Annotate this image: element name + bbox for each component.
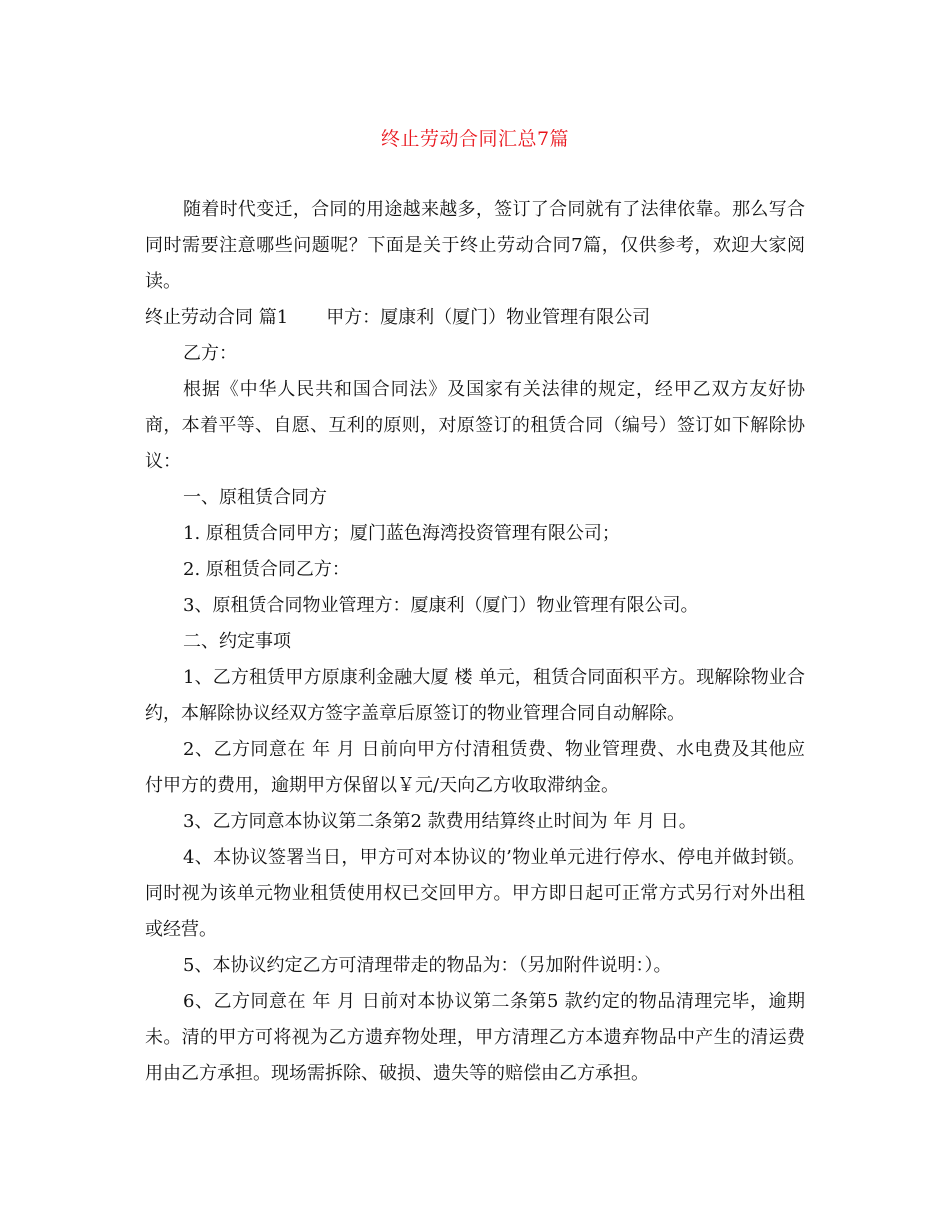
part1-item-3: 3、原租赁合同物业管理方：厦康利（厦门）物业管理有限公司。 <box>183 595 699 616</box>
document-body <box>145 192 805 1092</box>
section-heading-line <box>145 300 805 336</box>
part2-title: 二、约定事项 <box>183 631 291 652</box>
clause-2: 2、乙方同意在 年 月 日前向甲方付清租赁费、物业管理费、水电费及其他应付甲方的费用，逾期甲方保留以￥元/天向乙方收取滞纳金。 <box>145 739 805 796</box>
part1-item-2: 2. 原租赁合同乙方： <box>183 559 350 580</box>
section-heading: 终止劳动合同 篇1 <box>145 307 289 328</box>
clause-5: 5、本协议约定乙方可清理带走的物品为：（另加附件说明：）。 <box>183 955 672 976</box>
party-a-line: 甲方：厦康利（厦门）物业管理有限公司 <box>326 307 651 328</box>
part1-title: 一、原租赁合同方 <box>183 487 327 508</box>
party-b-line: 乙方： <box>183 343 237 364</box>
intro-paragraph: 随着时代变迁，合同的用途越来越多，签订了合同就有了法律依靠。那么写合同时需要注意哪些问题呢？下面是关于终止劳动合同7篇，仅供参考，欢迎大家阅读。 <box>145 199 805 292</box>
part1-item-1: 1. 原租赁合同甲方；厦门蓝色海湾投资管理有限公司； <box>183 523 620 544</box>
clause-1: 1、乙方租赁甲方原康利金融大厦 楼 单元，租赁合同面积平方。现解除物业合约，本解除协议经双方签字盖章后原签订的物业管理合同自动解除。 <box>145 667 805 724</box>
clause-3: 3、乙方同意本协议第二条第2 款费用结算终止时间为 年 月 日。 <box>183 811 697 832</box>
clause-6: 6、乙方同意在 年 月 日前对本协议第二条第5 款约定的物品清理完毕，逾期未。清的甲方可将视为乙方遗弃物处理，甲方清理乙方本遗弃物品中产生的清运费用由乙方承担。现场需拆除、破损、遗失等的赔偿由乙方承担。 <box>145 991 805 1084</box>
preamble-paragraph: 根据《中华人民共和国合同法》及国家有关法律的规定，经甲乙双方友好协商，本着平等、自愿、互利的原则，对原签订的租赁合同（编号）签订如下解除协议： <box>145 379 805 472</box>
clause-4: 4、本协议签署当日，甲方可对本协议的’物业单元进行停水、停电并做封锁。同时视为该单元物业租赁使用权已交回甲方。甲方即日起可正常方式另行对外出租或经营。 <box>145 847 805 940</box>
document-title: 终止劳动合同汇总7篇 <box>380 128 570 150</box>
